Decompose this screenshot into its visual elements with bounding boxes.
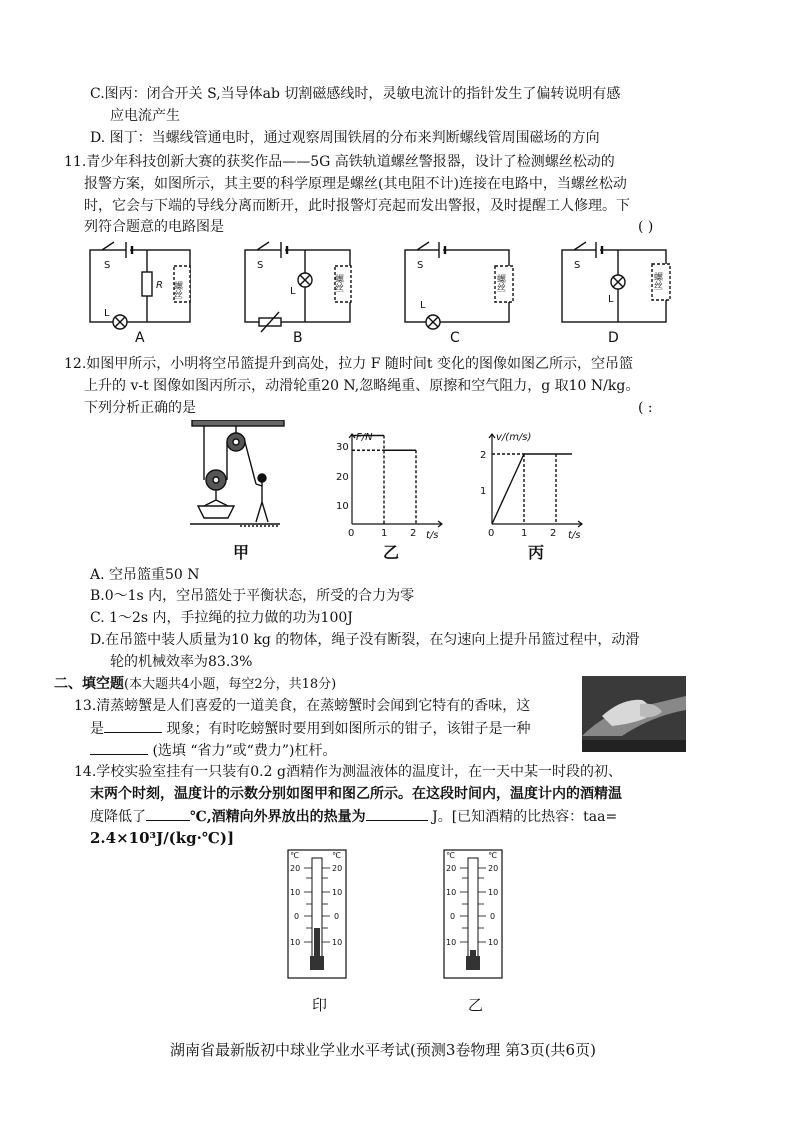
- thermo-jia-caption: 印: [312, 996, 328, 1014]
- yi-xlabel: t/s: [426, 530, 439, 540]
- thermo-jia-tick-0: 0: [294, 912, 300, 921]
- q12-option-c: C. 1～2s 内，手拉绳的拉力做的功为100J: [90, 610, 353, 626]
- q13-text-a: 是: [90, 721, 104, 737]
- circuit-d-screw-label: 螺丝: [652, 272, 662, 290]
- q14-text-a: 度降低了: [90, 809, 146, 825]
- bing-xtick-2: 2: [550, 528, 557, 539]
- q14-text-c: J。[已知酒精的比热容：taa=: [427, 809, 618, 825]
- thermo-jia-tick-20r: 20: [332, 864, 343, 873]
- q12-option-a: A. 空吊篮重50 N: [90, 567, 200, 583]
- q10-option-d: D. 图丁：当螺线管通电时，通过观察周围铁屑的分布来判断螺线管周围磁场的方向: [90, 130, 600, 146]
- q12-option-d-line1: D.在吊篮中装人质量为10 kg 的物体，绳子没有断裂，在匀速向上提升吊篮过程中，动滑: [90, 632, 640, 648]
- q10-option-c-line1: C.图丙：闭合开关 S,当导体ab 切割磁感线时，灵敏电流计的指针发生了偏转说明有感: [90, 86, 621, 102]
- q13-stem-line1: 13.清蒸螃蟹是人们喜爱的一道美食，在蒸螃蟹时会闻到它特有的香味，这: [74, 698, 531, 714]
- circuit-b-l-label: L: [290, 286, 296, 297]
- q13-stem-line3: [90, 740, 336, 761]
- q14-stem-line4: 2.4×10³J/(kg·℃)]: [90, 829, 235, 847]
- q14-blank-1[interactable]: [146, 806, 190, 821]
- thermo-yi-tick-0: 0: [450, 912, 456, 921]
- thermo-yi-tick-0r: 0: [490, 912, 496, 921]
- q12-option-b: B.0～1s 内，空吊篮处于平衡状态，所受的合力为零: [90, 588, 415, 604]
- circuit-c-l-label: L: [420, 300, 426, 311]
- bing-line-accelerate: [492, 454, 524, 524]
- q14-stem-line3: [90, 806, 617, 827]
- q12-stem-line3: 下列分析正确的是: [84, 400, 196, 416]
- circuit-d-caption: D: [608, 330, 619, 346]
- q14-blank-2[interactable]: [366, 806, 428, 821]
- bing-ytick-2: 2: [480, 450, 487, 461]
- q12-fig-yi-caption: 乙: [383, 543, 400, 562]
- q13-text-c: (选填 “省力”或“费力”)杠杆。: [148, 743, 337, 759]
- q14-stem-line2: 末两个时刻，温度计的示数分别如图甲和图乙所示。在这段时间内，温度计内的酒精温: [90, 786, 622, 802]
- q11-stem-line2: 报警方案，如图所示，其主要的科学原理是螺丝(其电阻不计)连接在电路中，当螺丝松动: [84, 176, 627, 192]
- q10-option-c-line2: 应电流产生: [110, 108, 180, 124]
- q13-blank-2[interactable]: [90, 740, 148, 755]
- circuit-a-s-label: S: [104, 260, 111, 271]
- thermo-yi-unit-left: ℃: [446, 851, 455, 860]
- circuit-c-s-label: S: [417, 260, 424, 271]
- q12-answer-paren: ( :: [638, 400, 653, 416]
- q11-stem-line3: 时，它会与下端的导线分离而断开，此时报警灯亮起而发出警报，及时提醒工人修理。下: [84, 198, 630, 214]
- yi-ytick-30: 30: [336, 442, 349, 453]
- circuit-d-s-label: S: [574, 260, 581, 271]
- bing-xtick-0: 0: [488, 528, 495, 539]
- circuit-b-s-label: S: [257, 260, 264, 271]
- q12-stem-line2: 上升的 v-t 图像如图丙所示，动滑轮重20 N,忽略绳重、原擦和空气阻力，g 取10 N/kg。: [84, 378, 640, 394]
- thermo-jia-unit-left: ℃: [290, 851, 299, 860]
- bing-ytick-1: 1: [480, 486, 487, 497]
- thermo-yi-unit-right: ℃: [488, 851, 497, 860]
- circuit-c-caption: C: [450, 330, 460, 346]
- yi-ylabel: F/N: [356, 432, 373, 443]
- yi-xtick-0: 0: [348, 528, 355, 539]
- q12-fig-jia-caption: 甲: [233, 543, 250, 562]
- q13-blank-1[interactable]: [104, 718, 162, 733]
- q12-figure-jia-pulley: [190, 420, 290, 530]
- circuit-a-screw-label: 螺丝: [172, 281, 182, 299]
- q11-answer-paren: ( ): [638, 219, 654, 235]
- yi-xtick-2: 2: [410, 528, 417, 539]
- bing-xlabel: t/s: [568, 530, 581, 540]
- thermo-yi-caption: 乙: [468, 996, 484, 1014]
- q12-stem-line1: 12.如图甲所示，小明将空吊篮提升到高处，拉力 F 随时间t 变化的图像如图乙所示，空吊篮: [64, 356, 633, 372]
- thermo-jia-tick-10r: 10: [332, 888, 343, 897]
- circuit-c-screw-label: 螺丝: [495, 274, 505, 292]
- q12-fig-bing-caption: 丙: [528, 543, 545, 562]
- q14-stem-line1: 14.学校实验室挂有一只装有0.2 g酒精作为测温液体的温度计，在一天中某一时段的初、: [74, 764, 622, 780]
- thermometer-jia: [282, 848, 352, 984]
- thermo-yi-tick-m10r: 10: [488, 938, 499, 947]
- q13-stem-line2: [90, 718, 530, 739]
- q12-option-d-line2: 轮的机械效率为83.3%: [110, 654, 253, 670]
- page-footer: 湖南省最新版初中球业学业水平考试(预测3卷物理 第3页(共6页): [170, 1041, 596, 1059]
- thermo-jia-tick-m10r: 10: [332, 938, 343, 947]
- circuit-a-r-label: R: [156, 280, 163, 291]
- bing-ylabel: v/(m/s): [496, 432, 532, 443]
- circuit-b-caption: B: [293, 330, 303, 346]
- thermo-yi-tick-m10: 10: [446, 938, 457, 947]
- yi-xtick-1: 1: [381, 528, 388, 539]
- thermo-jia-tick-10: 10: [290, 888, 301, 897]
- thermo-jia-tick-m10: 10: [290, 938, 301, 947]
- bing-xtick-1: 1: [521, 528, 528, 539]
- q14-text-b: ℃,酒精向外界放出的热量为: [190, 809, 366, 825]
- circuit-a-caption: A: [135, 330, 145, 346]
- q13-text-b: 现象；有时吃螃蟹时要用到如图所示的钳子，该钳子是一种: [162, 721, 531, 737]
- thermometer-yi: [438, 848, 508, 984]
- circuit-a-l-label: L: [104, 308, 110, 319]
- section-title: 二、填空题: [54, 676, 124, 692]
- yi-ytick-20: 20: [336, 472, 349, 483]
- circuit-b-screw-label: 螺丝: [333, 274, 343, 292]
- q12-chart-bing: [470, 428, 600, 540]
- thermo-jia-unit-right: ℃: [332, 851, 341, 860]
- section-note: (本大题共4小题，每空2分，共18分): [124, 677, 337, 692]
- thermo-yi-tick-10r: 10: [488, 888, 499, 897]
- q11-circuit-diagrams: [80, 238, 700, 348]
- yi-ytick-10: 10: [336, 501, 349, 512]
- thermo-yi-tick-20: 20: [446, 864, 457, 873]
- thermo-yi-tick-20r: 20: [488, 864, 499, 873]
- q13-crab-pliers-photo: [582, 676, 686, 752]
- q11-stem-line4: 列符合题意的电路图是: [84, 219, 224, 235]
- thermo-jia-tick-0r: 0: [334, 912, 340, 921]
- section-heading: [54, 674, 336, 695]
- circuit-d-l-label: L: [608, 294, 614, 305]
- q11-stem-line1: 11.青少年科技创新大赛的获奖作品——5G 高铁轨道螺丝警报器，设计了检测螺丝松动的: [64, 154, 615, 170]
- q12-chart-yi: [330, 428, 450, 540]
- thermo-yi-tick-10: 10: [446, 888, 457, 897]
- thermo-jia-tick-20: 20: [290, 864, 301, 873]
